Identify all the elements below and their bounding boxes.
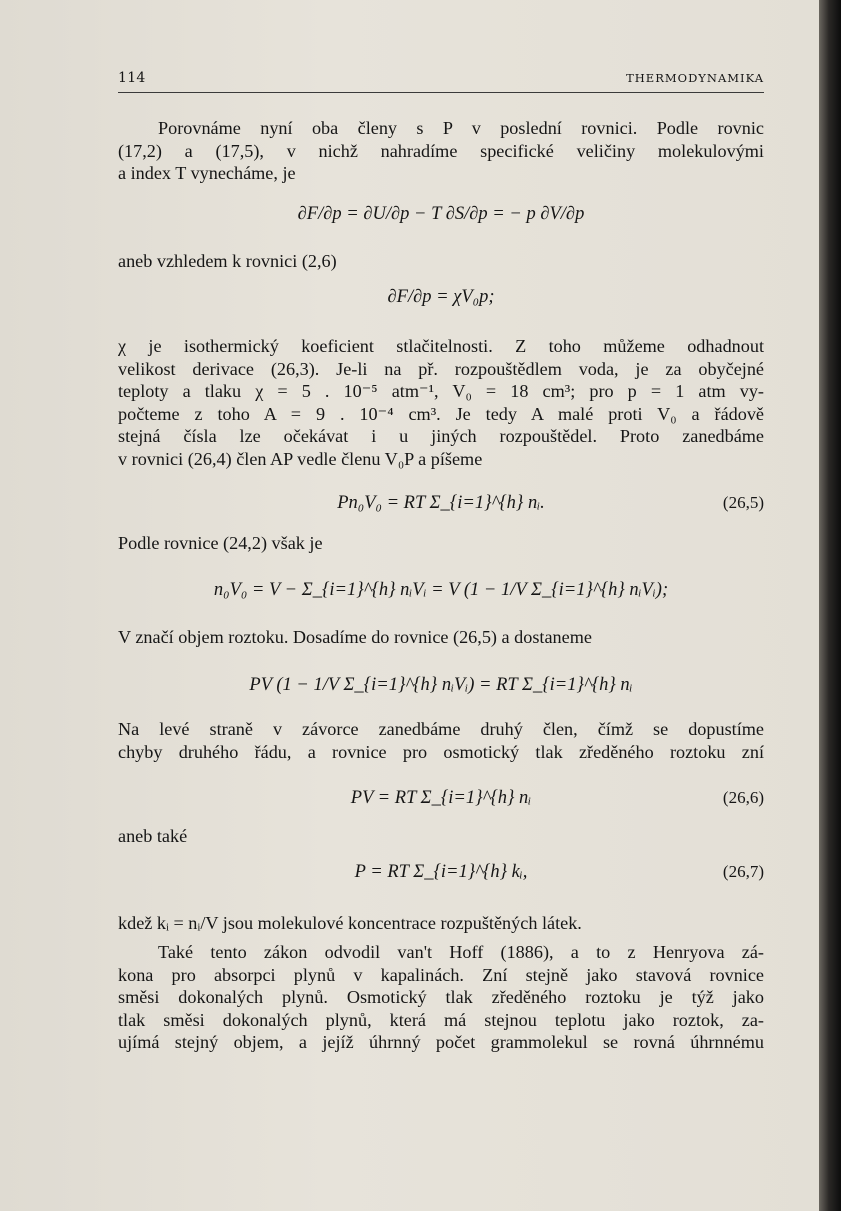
running-header <box>118 70 764 90</box>
equation-PV-bracket <box>118 675 764 715</box>
text-line: stejná čísla lze očekávat i u jiných rozpouštědel. Proto zanedbáme <box>118 426 764 446</box>
text-line: teploty a tlaku χ = 5 . 10⁻⁵ atm⁻¹, V₀ = 18 cm³; pro p = 1 atm vy- <box>118 381 764 401</box>
text-line: chyby druhého řádu, a rovnice pro osmotický tlak zředěného roztoku zní <box>118 741 764 762</box>
text-line: (17,2) a (17,5), v nichž nahradíme specifické veličiny molekulovými <box>118 140 764 161</box>
equation-26-6 <box>118 788 764 828</box>
text-line: Porovnáme nyní oba členy s P v poslední rovnici. Podle rovnic <box>158 118 764 138</box>
paragraph-2 <box>118 250 764 273</box>
paragraph-5 <box>118 626 764 649</box>
text-line: směsi dokonalých plynů. Osmotický tlak zředěného roztoku je týž jako <box>118 987 764 1007</box>
text-line: aneb také <box>118 826 188 846</box>
equation-text: P = RT Σ_{i=1}^{h} kᵢ, <box>354 862 528 882</box>
equation-n0V0 <box>118 580 764 620</box>
paragraph-1 <box>118 117 764 185</box>
equation-26-7 <box>118 862 764 902</box>
text-line: Podle rovnice (24,2) však je <box>118 533 323 553</box>
equation-text: n₀V₀ = V − Σ_{i=1}^{h} nᵢVᵢ = V (1 − 1/V Σ_{i=1}^{h} nᵢVᵢ); <box>213 580 669 600</box>
text-line: V značí objem roztoku. Dosadíme do rovnice (26,5) a dostaneme <box>118 627 592 647</box>
equation-number: (26,6) <box>722 788 764 807</box>
header-rule <box>118 92 764 93</box>
paragraph-4 <box>118 532 764 555</box>
text-line: počteme z toho A = 9 . 10⁻⁴ cm³. Je tedy A malé proti V₀ a řádově <box>118 403 764 424</box>
page-number: 114 <box>118 70 146 86</box>
paragraph-3 <box>118 335 764 470</box>
equation-text: PV = RT Σ_{i=1}^{h} nᵢ <box>350 788 532 808</box>
book-spine-shadow <box>819 0 841 1211</box>
equation-dF-dp <box>118 204 764 244</box>
text-line: Také tento zákon odvodil van't Hoff (1886), a to z Henryova zá- <box>158 942 764 962</box>
text-line: kdež kᵢ = nᵢ/V jsou molekulové koncentrace rozpuštěných látek. <box>118 913 582 933</box>
text-line: ujímá stejný objem, a jejíž úhrnný počet grammolekul se rovná úhrnnému <box>118 1032 764 1052</box>
text-line: tlak směsi dokonalých plynů, která má stejnou teplotu jako roztok, za- <box>118 1009 764 1030</box>
running-title: THERMODYNAMIKA <box>626 71 764 85</box>
text-line: kona pro absorpci plynů v kapalinách. Zní stejně jako stavová rovnice <box>118 964 764 985</box>
text-line: a index T vynecháme, je <box>118 163 296 183</box>
equation-number: (26,7) <box>722 862 764 881</box>
equation-text: ∂F/∂p = ∂U/∂p − T ∂S/∂p = − p ∂V/∂p <box>297 204 585 224</box>
text-line: velikost derivace (26,3). Je-li na př. rozpouštědlem voda, je za obyčejné <box>118 358 764 379</box>
paragraph-6 <box>118 718 764 763</box>
equation-26-5 <box>118 493 764 533</box>
text-line: v rovnici (26,4) člen AP vedle členu V₀P a píšeme <box>118 448 483 469</box>
text-line: Na levé straně v závorce zanedbáme druhý člen, čímž se dopustíme <box>118 719 764 739</box>
equation-text: PV (1 − 1/V Σ_{i=1}^{h} nᵢVᵢ) = RT Σ_{i=1}^{h} nᵢ <box>249 675 633 695</box>
text-line: aneb vzhledem k rovnici (2,6) <box>118 251 337 271</box>
paragraph-9 <box>118 941 764 1054</box>
equation-text: ∂F/∂p = χV₀p; <box>387 287 495 307</box>
equation-number: (26,5) <box>722 493 764 512</box>
equation-text: Pn₀V₀ = RT Σ_{i=1}^{h} nᵢ. <box>337 493 545 513</box>
paragraph-7 <box>118 825 764 848</box>
text-line: χ je isothermický koeficient stlačitelnosti. Z toho můžeme odhadnout <box>118 336 764 356</box>
paragraph-8 <box>118 912 764 935</box>
equation-chi <box>118 287 764 327</box>
